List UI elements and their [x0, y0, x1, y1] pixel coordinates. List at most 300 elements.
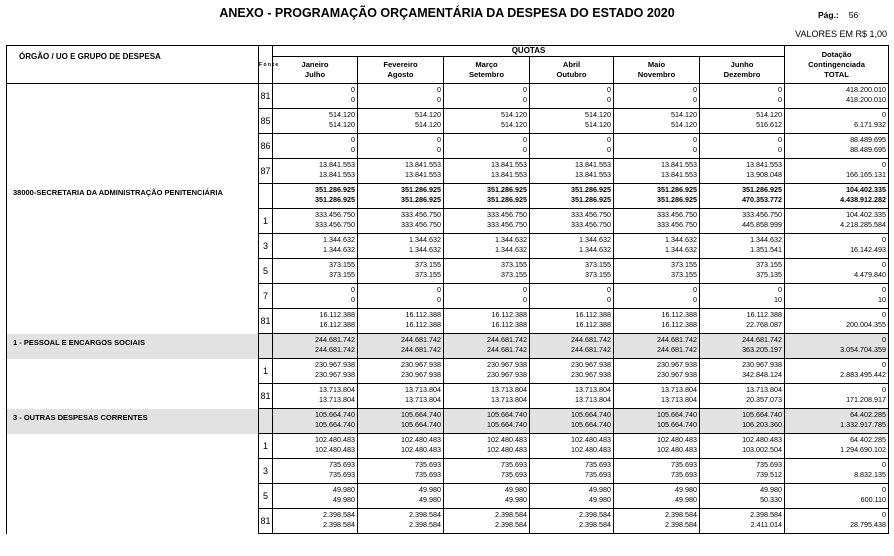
- cell-value: 333.456.750: [530, 209, 614, 221]
- cell-value: 49.980: [530, 495, 614, 509]
- cell-value: 333.456.750: [273, 209, 358, 221]
- cell-value: 105.664.740: [358, 420, 444, 434]
- cell-value: 735.693: [614, 470, 700, 484]
- row-label: [7, 434, 259, 459]
- table-row: [7, 159, 889, 171]
- table-row: [7, 509, 889, 521]
- cell-value: 28.795.438: [785, 520, 889, 534]
- cell-value: 106.203.360: [700, 420, 785, 434]
- row-fonte: 81: [259, 384, 273, 409]
- cell-value: 166.165.131: [785, 170, 889, 184]
- cell-value: 373.155: [614, 259, 700, 271]
- cell-value: 514.120: [700, 109, 785, 121]
- budget-table: [6, 45, 889, 534]
- cell-value: 333.456.750: [444, 209, 530, 221]
- cell-value: 373.155: [358, 259, 444, 271]
- cell-value: 49.980: [444, 495, 530, 509]
- header-quotas: QUOTAS: [273, 46, 785, 57]
- cell-value: 351.286.925: [444, 195, 530, 209]
- cell-value: 0: [273, 295, 358, 309]
- cell-value: 16.112.388: [614, 309, 700, 321]
- cell-value: 102.480.483: [444, 445, 530, 459]
- cell-value: 171.208.917: [785, 395, 889, 409]
- cell-value: 0: [444, 295, 530, 309]
- cell-value: 0: [614, 295, 700, 309]
- cell-value: 244.681.742: [273, 345, 358, 359]
- cell-value: 1.344.632: [358, 245, 444, 259]
- cell-value: 0: [700, 134, 785, 146]
- cell-value: 735.693: [273, 470, 358, 484]
- row-label: 3 - OUTRAS DESPESAS CORRENTES: [7, 409, 259, 434]
- cell-value: 0: [785, 484, 889, 496]
- cell-value: 0: [530, 284, 614, 296]
- row-fonte: 1: [259, 434, 273, 459]
- cell-value: 105.664.740: [614, 409, 700, 421]
- cell-value: 49.980: [530, 484, 614, 496]
- cell-value: 516.612: [700, 120, 785, 134]
- table-row: [7, 184, 889, 196]
- cell-value: 4.438.912.282: [785, 195, 889, 209]
- cell-value: 16.112.388: [444, 309, 530, 321]
- cell-value: 16.142.493: [785, 245, 889, 259]
- cell-value: 0: [530, 145, 614, 159]
- cell-value: 514.120: [530, 109, 614, 121]
- cell-value: 0: [785, 309, 889, 321]
- cell-value: 373.155: [444, 270, 530, 284]
- currency-note: VALORES EM R$ 1,00: [795, 29, 887, 39]
- cell-value: 102.480.483: [358, 434, 444, 446]
- cell-value: 102.480.483: [614, 434, 700, 446]
- cell-value: 105.664.740: [700, 409, 785, 421]
- cell-value: 0: [358, 84, 444, 96]
- cell-value: 105.664.740: [614, 420, 700, 434]
- page-label: Pág.:: [818, 10, 839, 20]
- cell-value: 351.286.925: [444, 184, 530, 196]
- cell-value: 22.768.087: [700, 320, 785, 334]
- cell-value: 49.980: [614, 495, 700, 509]
- table-row: [7, 384, 889, 396]
- cell-value: 0: [700, 84, 785, 96]
- header-dotacao-line3: TOTAL: [824, 69, 849, 79]
- table-row: [7, 209, 889, 221]
- cell-value: 13.713.804: [444, 395, 530, 409]
- cell-value: 2.398.584: [444, 520, 530, 534]
- cell-value: 230.967.938: [530, 359, 614, 371]
- cell-value: 0: [785, 334, 889, 346]
- cell-value: 244.681.742: [614, 334, 700, 346]
- row-fonte: 5: [259, 484, 273, 509]
- cell-value: 244.681.742: [530, 345, 614, 359]
- cell-value: 0: [785, 259, 889, 271]
- cell-value: 514.120: [358, 109, 444, 121]
- cell-value: 230.967.938: [273, 359, 358, 371]
- cell-value: 0: [358, 95, 444, 109]
- cell-value: 1.294.690.102: [785, 445, 889, 459]
- cell-value: 88.489.695: [785, 145, 889, 159]
- cell-value: 735.693: [358, 459, 444, 471]
- cell-value: 102.480.483: [530, 434, 614, 446]
- cell-value: 2.398.584: [273, 509, 358, 521]
- cell-value: 735.693: [530, 459, 614, 471]
- row-label: [7, 259, 259, 284]
- header-month: [444, 57, 530, 84]
- cell-value: 333.456.750: [358, 209, 444, 221]
- row-label: [7, 509, 259, 534]
- cell-value: 244.681.742: [700, 334, 785, 346]
- cell-value: 0: [358, 295, 444, 309]
- row-fonte: 3: [259, 234, 273, 259]
- cell-value: 16.112.388: [273, 320, 358, 334]
- cell-value: 13.841.553: [273, 159, 358, 171]
- cell-value: 0: [358, 134, 444, 146]
- cell-value: 230.967.938: [273, 370, 358, 384]
- cell-value: 1.344.632: [358, 234, 444, 246]
- cell-value: 351.286.925: [358, 184, 444, 196]
- cell-value: 49.980: [273, 495, 358, 509]
- cell-value: 2.398.584: [273, 520, 358, 534]
- header-month-top: Abril: [562, 60, 581, 69]
- cell-value: 373.155: [530, 259, 614, 271]
- table-row: [7, 134, 889, 146]
- cell-value: 13.841.553: [444, 170, 530, 184]
- cell-value: 16.112.388: [273, 309, 358, 321]
- header-dotacao: [785, 46, 889, 84]
- cell-value: 20.357.073: [700, 395, 785, 409]
- cell-value: 230.967.938: [530, 370, 614, 384]
- cell-value: 16.112.388: [358, 309, 444, 321]
- cell-value: 10: [785, 295, 889, 309]
- cell-value: 49.980: [358, 495, 444, 509]
- cell-value: 373.155: [700, 259, 785, 271]
- table-row: [7, 409, 889, 421]
- cell-value: 49.980: [273, 484, 358, 496]
- cell-value: 0: [273, 284, 358, 296]
- cell-value: 13.713.804: [530, 384, 614, 396]
- cell-value: 10: [700, 295, 785, 309]
- cell-value: 0: [785, 234, 889, 246]
- cell-value: 13.841.553: [444, 159, 530, 171]
- document-title: ANEXO - PROGRAMAÇÃO ORÇAMENTÁRIA DA DESPESA DO ESTADO 2020: [219, 6, 675, 20]
- cell-value: 351.286.925: [614, 195, 700, 209]
- cell-value: 373.155: [358, 270, 444, 284]
- cell-value: 50.330: [700, 495, 785, 509]
- cell-value: 445.858.999: [700, 220, 785, 234]
- cell-value: 514.120: [614, 120, 700, 134]
- cell-value: 4.218.285.584: [785, 220, 889, 234]
- header-month-bottom: Julho: [304, 70, 326, 79]
- table-row: [7, 259, 889, 271]
- cell-value: 0: [273, 95, 358, 109]
- cell-value: 230.967.938: [444, 370, 530, 384]
- cell-value: 16.112.388: [530, 320, 614, 334]
- cell-value: 1.344.632: [614, 245, 700, 259]
- cell-value: 514.120: [444, 109, 530, 121]
- cell-value: 514.120: [614, 109, 700, 121]
- table-row: [7, 484, 889, 496]
- cell-value: 244.681.742: [444, 345, 530, 359]
- header-month: [614, 57, 700, 84]
- row-label: [7, 384, 259, 409]
- cell-value: 333.456.750: [273, 220, 358, 234]
- cell-value: 0: [700, 95, 785, 109]
- cell-value: 13.713.804: [273, 384, 358, 396]
- cell-value: 1.344.632: [444, 245, 530, 259]
- row-fonte: 81: [259, 309, 273, 334]
- cell-value: 0: [358, 145, 444, 159]
- cell-value: 2.398.584: [614, 509, 700, 521]
- row-fonte: 86: [259, 134, 273, 159]
- cell-value: 514.120: [273, 109, 358, 121]
- cell-value: 230.967.938: [700, 359, 785, 371]
- cell-value: 0: [614, 145, 700, 159]
- table-row: [7, 334, 889, 346]
- cell-value: 102.480.483: [273, 445, 358, 459]
- cell-value: 0: [530, 95, 614, 109]
- cell-value: 16.112.388: [444, 320, 530, 334]
- cell-value: 333.456.750: [358, 220, 444, 234]
- cell-value: 102.480.483: [614, 445, 700, 459]
- table-row: [7, 284, 889, 296]
- header-dotacao-line2: Contingenciada: [808, 59, 866, 69]
- cell-value: 735.693: [444, 459, 530, 471]
- cell-value: 13.713.804: [358, 384, 444, 396]
- cell-value: 2.398.584: [614, 520, 700, 534]
- table-row: [7, 359, 889, 371]
- table-row: [7, 459, 889, 471]
- page-indicator: [818, 10, 858, 20]
- cell-value: 735.693: [273, 459, 358, 471]
- row-label: [7, 459, 259, 484]
- cell-value: 102.480.483: [700, 434, 785, 446]
- cell-value: 1.351.541: [700, 245, 785, 259]
- header-month: [700, 57, 785, 84]
- cell-value: 333.456.750: [614, 209, 700, 221]
- cell-value: 104.402.335: [785, 184, 889, 196]
- cell-value: 8.832.135: [785, 470, 889, 484]
- cell-value: 13.841.553: [700, 159, 785, 171]
- cell-value: 735.693: [614, 459, 700, 471]
- cell-value: 373.155: [273, 259, 358, 271]
- cell-value: 49.980: [700, 484, 785, 496]
- cell-value: 1.344.632: [273, 234, 358, 246]
- cell-value: 2.411.014: [700, 520, 785, 534]
- cell-value: 2.883.495.442: [785, 370, 889, 384]
- cell-value: 514.120: [444, 120, 530, 134]
- header-fonte: F o n t e: [259, 46, 273, 84]
- cell-value: 13.841.553: [358, 159, 444, 171]
- cell-value: 0: [614, 284, 700, 296]
- row-label: [7, 484, 259, 509]
- header-month-top: Março: [475, 60, 498, 69]
- cell-value: 230.967.938: [444, 359, 530, 371]
- cell-value: 4.479.840: [785, 270, 889, 284]
- row-fonte: 1: [259, 209, 273, 234]
- cell-value: 105.664.740: [273, 409, 358, 421]
- cell-value: 104.402.335: [785, 209, 889, 221]
- row-fonte: [259, 409, 273, 434]
- cell-value: 0: [530, 295, 614, 309]
- row-label: [7, 234, 259, 259]
- cell-value: 13.841.553: [530, 170, 614, 184]
- cell-value: 0: [614, 134, 700, 146]
- cell-value: 0: [444, 84, 530, 96]
- header-month-bottom: Novembro: [637, 70, 676, 79]
- row-label: 38000-SECRETARIA DA ADMINISTRAÇÃO PENITENCIÁRIA: [7, 184, 259, 209]
- cell-value: 373.155: [273, 270, 358, 284]
- cell-value: 514.120: [530, 120, 614, 134]
- table-row: [7, 234, 889, 246]
- cell-value: 0: [700, 145, 785, 159]
- header-month-bottom: Agosto: [387, 70, 414, 79]
- cell-value: 13.841.553: [614, 170, 700, 184]
- cell-value: 0: [785, 159, 889, 171]
- cell-value: 1.344.632: [530, 245, 614, 259]
- cell-value: 1.332.917.785: [785, 420, 889, 434]
- cell-value: 102.480.483: [530, 445, 614, 459]
- cell-value: 13.713.804: [358, 395, 444, 409]
- row-fonte: 85: [259, 109, 273, 134]
- cell-value: 0: [273, 134, 358, 146]
- cell-value: 739.512: [700, 470, 785, 484]
- cell-value: 102.480.483: [273, 434, 358, 446]
- cell-value: 105.664.740: [444, 409, 530, 421]
- row-label: [7, 84, 259, 109]
- header-month: [530, 57, 614, 84]
- row-label: [7, 159, 259, 184]
- cell-value: 49.980: [614, 484, 700, 496]
- cell-value: 244.681.742: [358, 345, 444, 359]
- cell-value: 64.402.285: [785, 434, 889, 446]
- cell-value: 244.681.742: [358, 334, 444, 346]
- cell-value: 1.344.632: [700, 234, 785, 246]
- cell-value: 1.344.632: [273, 245, 358, 259]
- header-month-top: Janeiro: [301, 60, 329, 69]
- row-fonte: 3: [259, 459, 273, 484]
- cell-value: 0: [614, 95, 700, 109]
- cell-value: 514.120: [273, 120, 358, 134]
- cell-value: 0: [358, 284, 444, 296]
- cell-value: 1.344.632: [444, 234, 530, 246]
- cell-value: 333.456.750: [530, 220, 614, 234]
- cell-value: 0: [700, 284, 785, 296]
- cell-value: 373.155: [444, 259, 530, 271]
- cell-value: 105.664.740: [530, 409, 614, 421]
- cell-value: 2.398.584: [530, 509, 614, 521]
- cell-value: 735.693: [358, 470, 444, 484]
- cell-value: 88.489.695: [785, 134, 889, 146]
- cell-value: 351.286.925: [530, 184, 614, 196]
- row-fonte: 81: [259, 509, 273, 534]
- cell-value: 230.967.938: [614, 370, 700, 384]
- cell-value: 600.110: [785, 495, 889, 509]
- cell-value: 2.398.584: [530, 520, 614, 534]
- cell-value: 351.286.925: [530, 195, 614, 209]
- header-month-bottom: Outubro: [556, 70, 587, 79]
- cell-value: 64.402.285: [785, 409, 889, 421]
- cell-value: 230.967.938: [358, 370, 444, 384]
- row-label: [7, 109, 259, 134]
- row-label: [7, 359, 259, 384]
- table-row: [7, 309, 889, 321]
- cell-value: 49.980: [444, 484, 530, 496]
- cell-value: 2.398.584: [358, 509, 444, 521]
- cell-value: 735.693: [530, 470, 614, 484]
- cell-value: 333.456.750: [614, 220, 700, 234]
- cell-value: 0: [444, 284, 530, 296]
- cell-value: 0: [530, 84, 614, 96]
- cell-value: 102.480.483: [444, 434, 530, 446]
- cell-value: 49.980: [358, 484, 444, 496]
- cell-value: 244.681.742: [273, 334, 358, 346]
- row-fonte: 5: [259, 259, 273, 284]
- cell-value: 0: [444, 95, 530, 109]
- cell-value: 230.967.938: [614, 359, 700, 371]
- row-fonte: 7: [259, 284, 273, 309]
- table-row: [7, 84, 889, 96]
- cell-value: 244.681.742: [614, 345, 700, 359]
- cell-value: 1.344.632: [530, 234, 614, 246]
- cell-value: 13.713.804: [614, 395, 700, 409]
- cell-value: 0: [614, 84, 700, 96]
- cell-value: 0: [444, 145, 530, 159]
- cell-value: 0: [530, 134, 614, 146]
- header-month-top: Fevereiro: [383, 60, 418, 69]
- row-label: 1 - PESSOAL E ENCARGOS SOCIAIS: [7, 334, 259, 359]
- header-month-top: Junho: [730, 60, 754, 69]
- row-fonte: 81: [259, 84, 273, 109]
- row-label: [7, 134, 259, 159]
- cell-value: 13.841.553: [530, 159, 614, 171]
- cell-value: 375.135: [700, 270, 785, 284]
- cell-value: 2.398.584: [358, 520, 444, 534]
- cell-value: 351.286.925: [614, 184, 700, 196]
- cell-value: 0: [273, 145, 358, 159]
- cell-value: 13.841.553: [273, 170, 358, 184]
- cell-value: 105.664.740: [530, 420, 614, 434]
- cell-value: 13.908.048: [700, 170, 785, 184]
- cell-value: 363.205.197: [700, 345, 785, 359]
- cell-value: 0: [785, 459, 889, 471]
- cell-value: 0: [785, 284, 889, 296]
- cell-value: 0: [785, 359, 889, 371]
- cell-value: 0: [785, 109, 889, 121]
- header-orgao: ÓRGÃO / UO E GRUPO DE DESPESA: [7, 46, 259, 84]
- cell-value: 418.200.010: [785, 84, 889, 96]
- cell-value: 351.286.925: [273, 184, 358, 196]
- cell-value: 13.841.553: [358, 170, 444, 184]
- row-label: [7, 309, 259, 334]
- cell-value: 735.693: [444, 470, 530, 484]
- cell-value: 418.200.010: [785, 95, 889, 109]
- cell-value: 105.664.740: [444, 420, 530, 434]
- cell-value: 0: [444, 134, 530, 146]
- header-month-top: Maio: [647, 60, 666, 69]
- cell-value: 102.480.483: [358, 445, 444, 459]
- cell-value: 13.713.804: [530, 395, 614, 409]
- cell-value: 16.112.388: [358, 320, 444, 334]
- cell-value: 103.002.504: [700, 445, 785, 459]
- cell-value: 333.456.750: [444, 220, 530, 234]
- cell-value: 2.398.584: [444, 509, 530, 521]
- cell-value: 373.155: [530, 270, 614, 284]
- cell-value: 200.004.355: [785, 320, 889, 334]
- cell-value: 1.344.632: [614, 234, 700, 246]
- row-label: [7, 209, 259, 234]
- cell-value: 351.286.925: [273, 195, 358, 209]
- cell-value: 0: [273, 84, 358, 96]
- cell-value: 16.112.388: [530, 309, 614, 321]
- cell-value: 244.681.742: [530, 334, 614, 346]
